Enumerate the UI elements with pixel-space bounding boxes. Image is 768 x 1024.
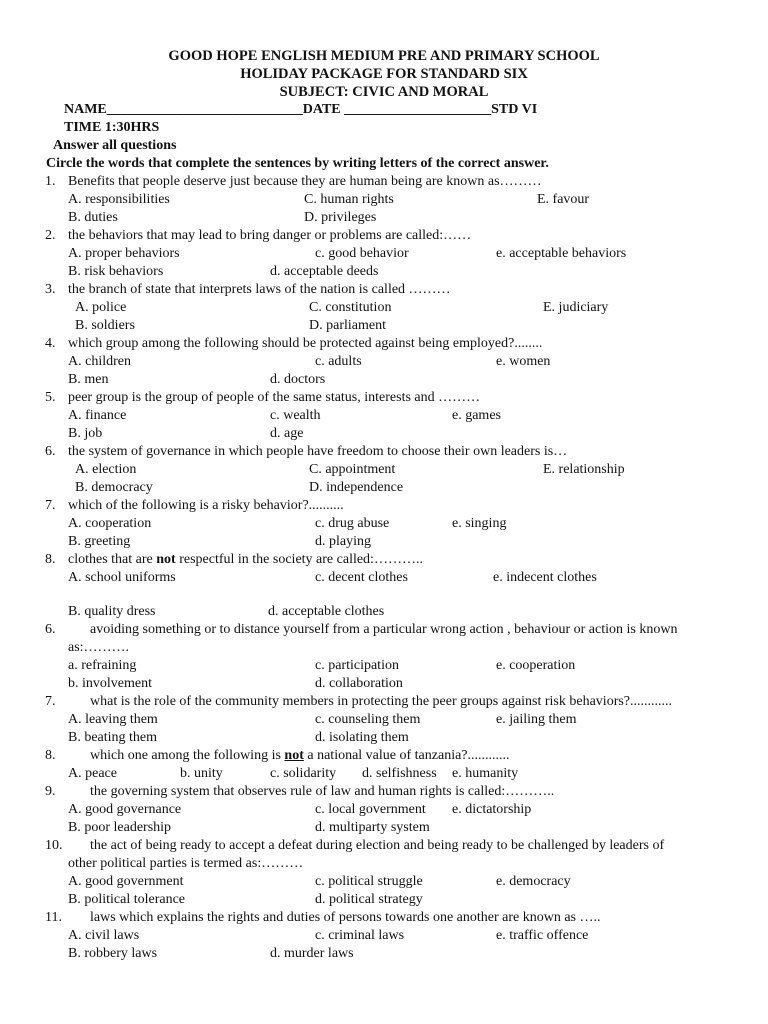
option: c. solidarity [270,766,337,781]
option: A. police [75,300,127,315]
option: e. humanity [452,766,519,781]
question-text-part: a national value of tanzania?............ [303,748,510,763]
option: d. multiparty system [315,820,430,835]
question-text: laws which explains the rights and duties of persons towards one another are known as ….. [90,910,601,925]
option: B. quality dress [68,604,156,619]
option: D. independence [309,480,404,495]
question-text: which of the following is a risky behavior?.......... [68,498,344,513]
package-title: HOLIDAY PACKAGE FOR STANDARD SIX [240,66,528,82]
option: A. good governance [68,802,182,817]
option: d. collaboration [315,676,403,691]
question-text-continued: as:………. [68,640,130,655]
option: e. traffic offence [496,928,589,943]
question-number: 8. [45,748,56,763]
question-text: what is the role of the community members in protecting the peer groups against risk behaviors?............ [90,694,673,709]
subject-title: SUBJECT: CIVIC AND MORAL [279,84,489,100]
school-name: GOOD HOPE ENGLISH MEDIUM PRE AND PRIMARY SCHOOL [168,48,600,64]
question-number: 8. [45,552,56,567]
question-text-continued: other political parties is termed as:……… [68,856,304,871]
option: B. men [68,372,109,387]
option: b. unity [180,766,223,781]
option: c. political struggle [315,874,423,889]
question-number: 7. [45,694,56,709]
option: B. job [68,426,103,441]
option: B. beating them [68,730,158,745]
question-number: 4. [45,336,56,351]
question-text: the act of being ready to accept a defeat during election and being ready to be challenged by leaders of [90,838,665,853]
option: d. murder laws [270,946,354,961]
option: B. political tolerance [68,892,186,907]
option: d. acceptable clothes [268,604,385,619]
option: c. participation [315,658,399,673]
answer-all-label: Answer all questions [53,138,177,153]
option: d. age [270,426,304,441]
option: C. human rights [304,192,394,207]
question-number: 3. [45,282,56,297]
emphasis-text: not [156,552,176,567]
option: C. constitution [309,300,392,315]
option: d. political strategy [315,892,423,907]
option: A. finance [68,408,127,423]
std-label: STD VI [491,102,538,117]
option: A. proper behaviors [68,246,180,261]
option: c. local government [315,802,426,817]
question-number: 10. [45,838,63,853]
question-text: the governing system that observes rule of law and human rights is called:……….. [90,784,555,799]
question-text-part: respectful in the society are called:……….. [175,552,423,567]
option: c. adults [315,354,362,369]
option: e. women [496,354,551,369]
question-text [90,747,510,764]
option: B. poor leadership [68,820,172,835]
option: a. refraining [68,658,137,673]
option: e. cooperation [496,658,576,673]
option: A. cooperation [68,516,152,531]
option: e. democracy [496,874,571,889]
name-line [64,101,537,118]
question-text: the system of governance in which people have freedom to choose their own leaders is… [68,444,568,459]
question-text [68,551,423,568]
option: d. doctors [270,372,326,387]
time-label: TIME 1:30HRS [64,120,160,135]
option: A. good government [68,874,184,889]
option: e. acceptable behaviors [496,246,627,261]
option: B. duties [68,210,118,225]
option: e. games [452,408,501,423]
date-label: DATE [302,102,341,117]
option: B. soldiers [75,318,135,333]
question-number: 6. [45,622,56,637]
option: c. criminal laws [315,928,405,943]
option: c. decent clothes [315,570,408,585]
option: B. democracy [75,480,153,495]
option: B. robbery laws [68,946,158,961]
option: A. election [75,462,137,477]
option: A. civil laws [68,928,140,943]
question-text: avoiding something or to distance yourself from a particular wrong action , behaviour or action is known [90,622,678,637]
name-label: NAME [64,102,107,117]
question-text-part: which one among the following is [90,748,285,763]
option: A. responsibilities [68,192,170,207]
option: B. risk behaviors [68,264,164,279]
question-number: 2. [45,228,56,243]
question-text-part: clothes that are [68,552,157,567]
question-text: the behaviors that may lead to bring danger or problems are called:…… [68,228,472,243]
option: b. involvement [68,676,152,691]
option: B. greeting [68,534,131,549]
question-number: 11. [45,910,62,925]
option: A. school uniforms [68,570,176,585]
option: C. appointment [309,462,396,477]
question-number: 9. [45,784,56,799]
option: e. jailing them [496,712,577,727]
option: A. children [68,354,131,369]
question-text: peer group is the group of people of the same status, interests and ……… [68,390,481,405]
instruction-text: Circle the words that complete the sentences by writing letters of the correct answer. [46,156,549,171]
option: D. parliament [309,318,386,333]
option: A. peace [68,766,117,781]
option: d. isolating them [315,730,409,745]
emphasis-text: not [284,748,304,763]
option: c. wealth [270,408,321,423]
option: c. good behavior [315,246,409,261]
question-number: 6. [45,444,56,459]
option: d. acceptable deeds [270,264,379,279]
option: E. judiciary [543,300,609,315]
option: e. dictatorship [452,802,532,817]
option: d. selfishness [362,766,437,781]
option: c. counseling them [315,712,421,727]
option: d. playing [315,534,371,549]
question-text: which group among the following should be protected against being employed?........ [68,336,543,351]
question-text: Benefits that people deserve just because they are human being are known as……… [68,174,542,189]
question-number: 7. [45,498,56,513]
question-number: 1. [45,174,56,189]
option: e. singing [452,516,507,531]
option: A. leaving them [68,712,158,727]
question-text: the branch of state that interprets laws of the nation is called ……… [68,282,451,297]
option: E. favour [537,192,590,207]
question-number: 5. [45,390,56,405]
option: c. drug abuse [315,516,390,531]
option: D. privileges [304,210,377,225]
name-blank: ____________________________ [106,102,303,117]
date-blank: _____________________ [344,102,492,117]
option: e. indecent clothes [493,570,597,585]
option: E. relationship [543,462,625,477]
